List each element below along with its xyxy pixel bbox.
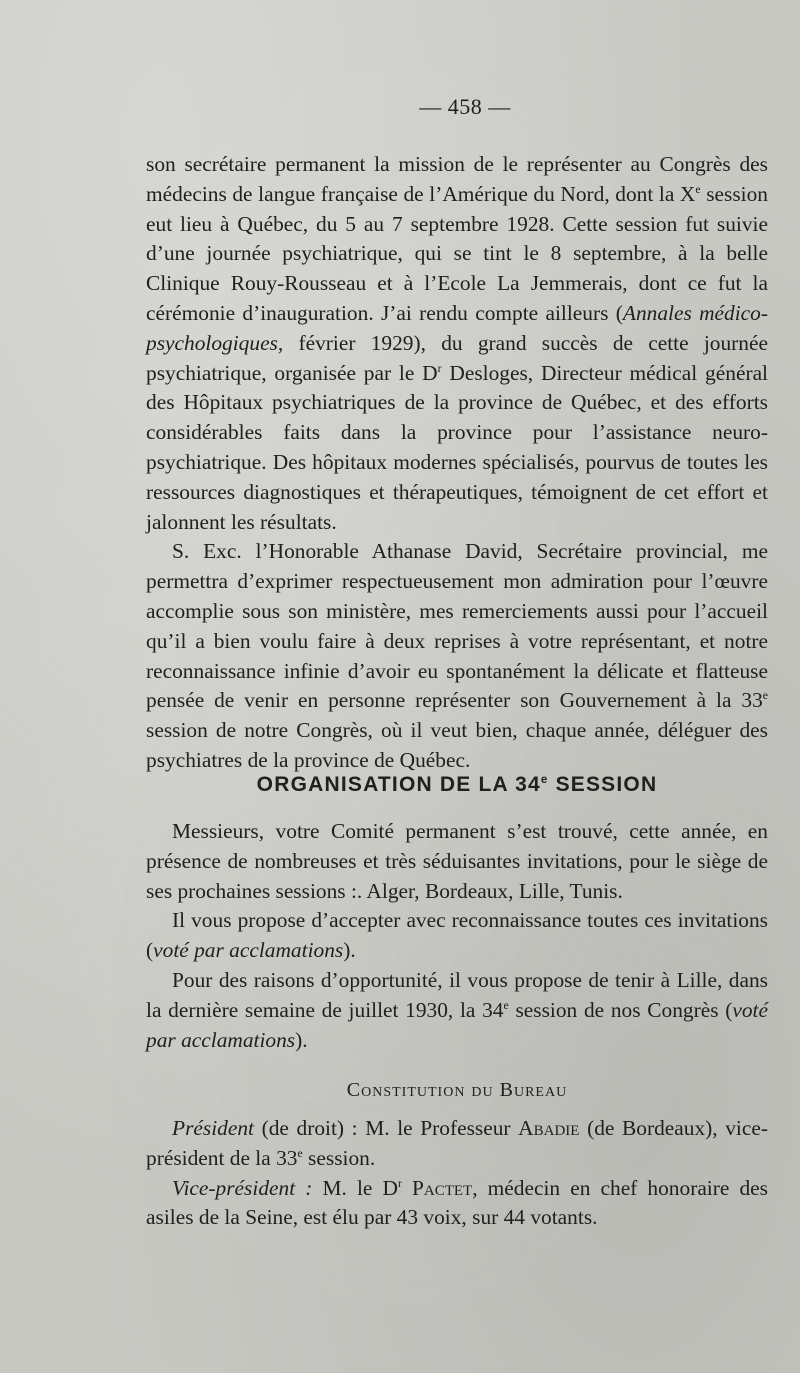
intro-paragraph-1 [146, 150, 768, 537]
bureau-heading: Constitution du Bureau [346, 1079, 568, 1101]
superscript: r [437, 361, 442, 375]
organisation-paragraph-1: Messieurs, votre Comité permanent s’est trouvé, cette année, en présence de nombreuses et très séduisantes invitations, pour le siège de ses prochaines sessions :. Alger, Bordeaux, Lille, Tunis. [146, 819, 768, 903]
journal-title: Annales médico-psychologiques, [146, 300, 768, 355]
role-label: Président [172, 1116, 254, 1140]
text-run: session de notre Congrès, où il veut bien, chaque année, déléguer des psychiatres de la province de Québec. [146, 718, 768, 772]
person-name: Pactet [411, 1175, 473, 1200]
text-run: ). [295, 1027, 308, 1052]
organisation-paragraph-2 [146, 906, 768, 966]
superscript: e [503, 998, 509, 1012]
text-run: S. Exc. l’Honorable Athanase David, Secrétaire provincial, me permettra d’exprimer respectueusement mon admiration pour l’œuvre accomplie sous son ministère, mes remerciements aussi pour l’accueil qu’il a bien voulu faire à deux reprises à votre représentant, et notre reconnaissance infinie d’avoir eu spontanément la délicate et flatteuse pensée de venir en personne représenter son Gouvernement à la 33 [146, 539, 768, 713]
role-label: Vice-président : [172, 1175, 313, 1200]
text-run: session de nos Congrès ( [508, 997, 733, 1022]
intro-paragraph-2 [146, 537, 768, 775]
person-name: Abadie [518, 1116, 580, 1140]
superscript: e [762, 689, 768, 703]
heading-text: SESSION [548, 773, 658, 796]
president-entry [146, 1114, 768, 1174]
heading-text: ORGANISATION DE LA 34 [256, 773, 541, 796]
text-run: février 1929), du grand succès de cette journée psychiatrique, organisée par le D [146, 330, 768, 385]
vote-note: voté par acclamations [153, 938, 344, 963]
section-heading [146, 773, 768, 797]
text-run: session eut lieu à Québec, du 5 au 7 septembre 1928. Cette session fut suivie d’une journée psychiatrique, qui se tint le 8 septembre, à la belle Clinique Rouy-Rousseau et à l’Ecole La Jemmerais, dont ce fut la cérémonie d’inauguration. J’ai rendu compte ailleurs ( [146, 181, 768, 325]
text-run: , médecin en chef honoraire des asiles de la Seine, est élu par 43 voix, sur 44 votants. [146, 1175, 768, 1230]
text-run: Desloges, Directeur médical général des Hôpitaux psychiatriques de la province de Québec, et des efforts considérables faits dans la province pour l’assistance neuro-psychiatrique. Des hôpitaux modernes spécialisés, pourvus de toutes les ressources diagnostiques et thérapeutiques, témoignent de cet effort et jalonnent les résultats. [146, 360, 769, 534]
text-run [402, 1176, 412, 1200]
intro-section [146, 150, 768, 776]
text-run: session. [302, 1145, 376, 1170]
text-run: Il vous propose d’accepter avec reconnaissance toutes ces invitations ( [146, 908, 768, 963]
text-run: (de Bordeaux), vice-président de la 33 [146, 1116, 768, 1170]
organisation-section [146, 817, 768, 1055]
text-run: ). [343, 938, 356, 963]
superscript: e [297, 1146, 303, 1160]
bureau-section [146, 1114, 768, 1233]
text-run: son secrétaire permanent la mission de le représenter au Congrès des médecins de langue française de l’Amérique du Nord, dont la X [146, 152, 768, 206]
vote-note: voté par acclamations [146, 997, 768, 1052]
text-run: (de droit) : M. le Professeur [253, 1116, 519, 1140]
superscript: e [695, 182, 701, 196]
text-run: Pour des raisons d’opportunité, il vous propose de tenir à Lille, dans la dernière semaine de juillet 1930, la 34 [146, 967, 768, 1022]
organisation-paragraph-3 [146, 966, 768, 1055]
superscript: r [397, 1176, 402, 1190]
superscript: e [540, 774, 549, 786]
vice-president-entry [146, 1174, 768, 1234]
text-run: M. le D [312, 1175, 398, 1200]
page-number: — 458 — [419, 94, 511, 119]
